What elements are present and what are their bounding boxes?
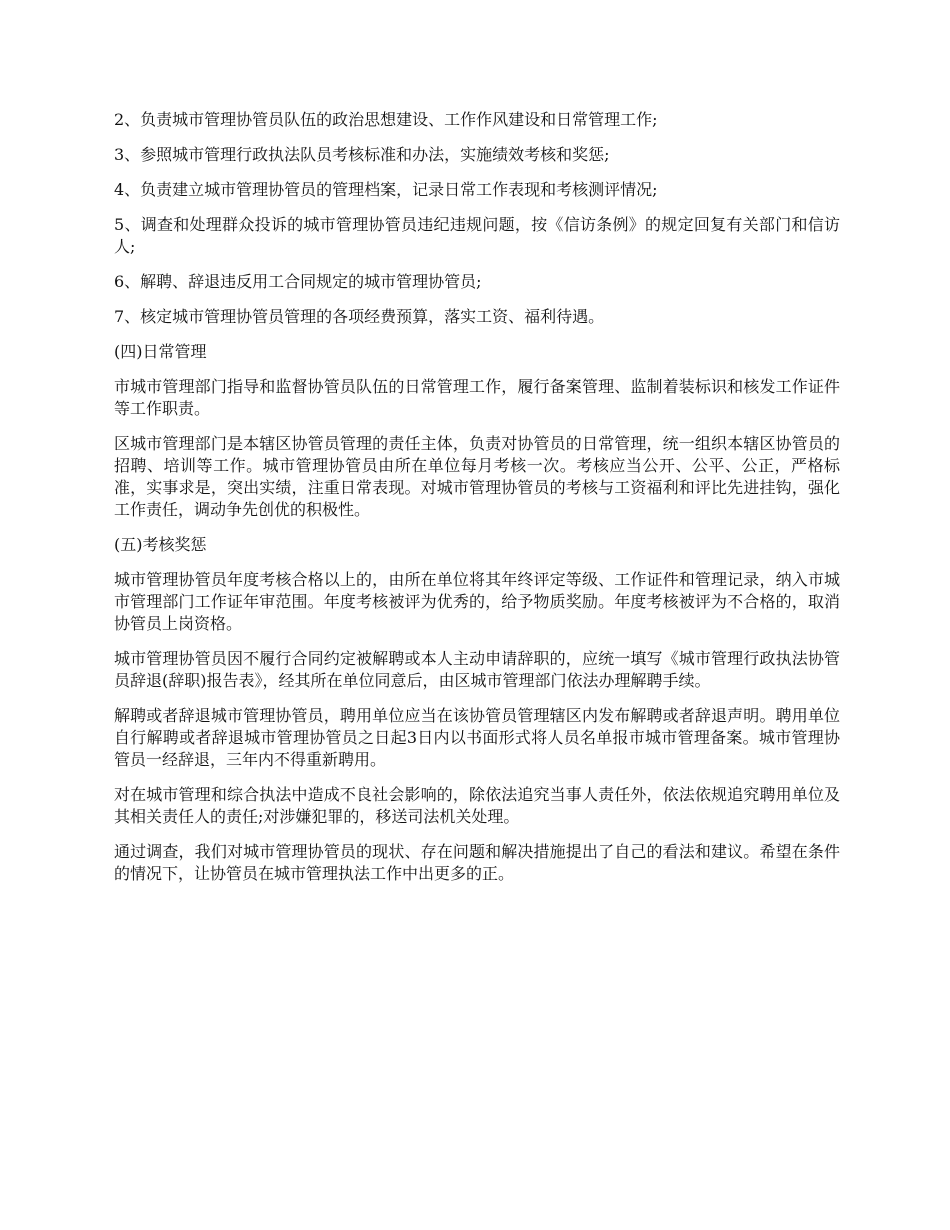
duty-item-2: 2、负责城市管理协管员队伍的政治思想建设、工作作风建设和日常管理工作; (114, 110, 658, 129)
duty-item-5: 5、调查和处理群众投诉的城市管理协管员违纪违规问题，按《信访条例》的规定回复有关部门和信访人; (114, 215, 840, 256)
duty-item-6: 6、解聘、辞退违反用工合同规定的城市管理协管员; (114, 272, 482, 291)
document-body (114, 109, 840, 898)
duty-item-7: 7、核定城市管理协管员管理的各项经费预算，落实工资、福利待遇。 (114, 307, 605, 326)
paragraph-district-department: 区城市管理部门是本辖区协管员管理的责任主体，负责对协管员的日常管理，统一组织本辖区协管员的招聘、培训等工作。城市管理协管员由所在单位每月考核一次。考核应当公开、公平、公正，严格标准，实事求是，突出实绩，注重日常表现。对城市管理协管员的考核与工资福利和评比先进挂钩，强化工作责任，调动争先创优的积极性。 (114, 434, 840, 519)
paragraph-dismissal-notice: 解聘或者辞退城市管理协管员，聘用单位应当在该协管员管理辖区内发布解聘或者辞退声明。聘用单位自行解聘或者辞退城市管理协管员之日起3日内以书面形式将人员名单报市城市管理备案。城市管理协管员一经辞退，三年内不得重新聘用。 (114, 706, 840, 769)
paragraph-city-department: 市城市管理部门指导和监督协管员队伍的日常管理工作，履行备案管理、监制着装标识和核发工作证件等工作职责。 (114, 377, 840, 418)
section-heading-daily-management: (四)日常管理 (114, 342, 207, 361)
section-heading-assessment: (五)考核奖惩 (114, 535, 207, 554)
paragraph-dismissal-procedure: 城市管理协管员因不履行合同约定被解聘或本人主动申请辞职的，应统一填写《城市管理行政执法协管员辞退(辞职)报告表》，经其所在单位同意后，由区城市管理部门依法办理解聘手续。 (114, 649, 840, 690)
paragraph-annual-assessment: 城市管理协管员年度考核合格以上的，由所在单位将其年终评定等级、工作证件和管理记录，纳入市城市管理部门工作证年审范围。年度考核被评为优秀的，给予物质奖励。年度考核被评为不合格的，取消协管员上岗资格。 (114, 570, 840, 633)
paragraph-conclusion: 通过调查，我们对城市管理协管员的现状、存在问题和解决措施提出了自己的看法和建议。希望在条件的情况下，让协管员在城市管理执法工作中出更多的正。 (114, 842, 840, 883)
paragraph-liability: 对在城市管理和综合执法中造成不良社会影响的，除依法追究当事人责任外，依法依规追究聘用单位及其相关责任人的责任;对涉嫌犯罪的，移送司法机关处理。 (114, 785, 840, 826)
duty-item-3: 3、参照城市管理行政执法队员考核标准和办法，实施绩效考核和奖惩; (114, 145, 610, 164)
duty-item-4: 4、负责建立城市管理协管员的管理档案，记录日常工作表现和考核测评情况; (114, 180, 658, 199)
